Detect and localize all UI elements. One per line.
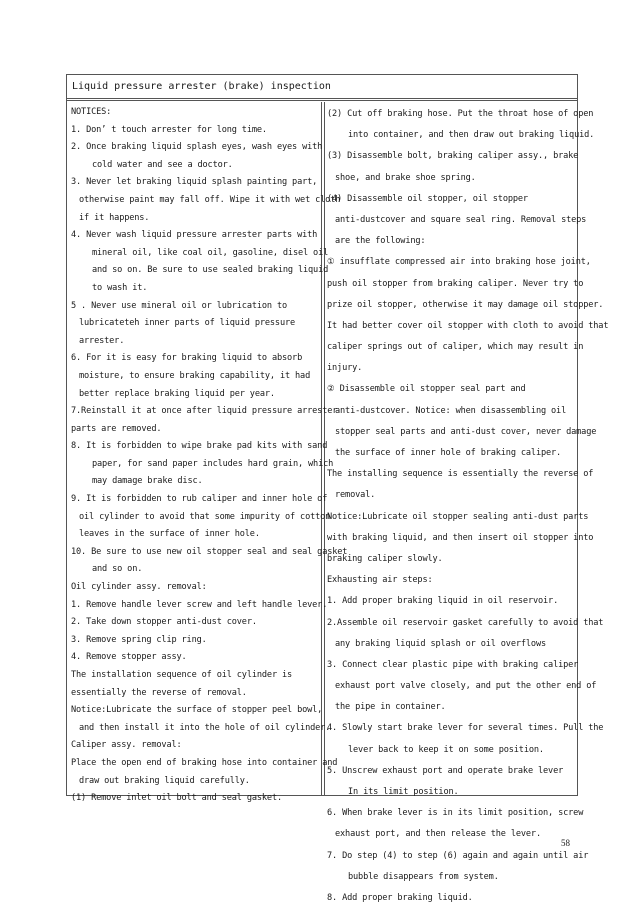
- text-line: with braking liquid, and then insert oil stopper into: [327, 532, 594, 543]
- text-line: bubble disappears from system.: [348, 871, 499, 882]
- text-line: into container, and then draw out braking liquid.: [348, 130, 595, 141]
- text-line: draw out braking liquid carefully.: [79, 775, 250, 786]
- text-line: The installing sequence is essentially the reverse of: [327, 469, 594, 480]
- text-line: removal.: [335, 490, 376, 501]
- text-line: 7.Reinstall it at once after liquid pressure arrester: [71, 406, 338, 417]
- text-line: lubricateteh inner parts of liquid pressure: [79, 318, 296, 329]
- text-line: Exhausting air steps:: [327, 575, 433, 586]
- text-line: leaves in the surface of inner hole.: [79, 529, 260, 540]
- text-line: ① insufflate compressed air into braking hose joint,: [327, 257, 591, 268]
- text-line: 5 . Never use mineral oil or lubrication to: [71, 300, 288, 311]
- text-line: 4. Slowly start brake lever for several times. Pull the: [327, 723, 604, 734]
- text-line: 5. Unscrew exhaust port and operate brake lever: [327, 765, 564, 776]
- text-line: 4. Never wash liquid pressure arrester parts with: [71, 230, 318, 241]
- text-line: 8. Add proper braking liquid.: [327, 892, 473, 903]
- text-line: paper, for sand paper includes hard grain, which: [92, 458, 334, 469]
- text-line: injury.: [327, 363, 363, 374]
- text-line: 1. Remove handle lever screw and left handle lever.: [71, 599, 328, 610]
- text-line: oil cylinder to avoid that some impurity of cotton: [79, 511, 331, 522]
- text-line: may damage brake disc.: [92, 476, 203, 487]
- text-line: shoe, and brake shoe spring.: [335, 172, 476, 183]
- text-line: (4) Disassemble oil stopper, oil stopper: [327, 193, 528, 204]
- text-line: and so on. Be sure to use sealed braking liquid: [92, 265, 329, 276]
- right-column: [327, 104, 609, 909]
- text-line: (2) Cut off braking hose. Put the throat hose of open: [327, 109, 594, 119]
- text-line: 6. For it is easy for braking liquid to absorb: [71, 353, 303, 364]
- text-line: Notice:Lubricate the surface of stopper peel bowl,: [71, 705, 323, 716]
- text-line: anti-dustcover and square seal ring. Removal steps: [335, 214, 587, 225]
- text-line: 10. Be sure to use new oil stopper seal and seal gasket: [71, 546, 348, 557]
- text-line: It had better cover oil stopper with cloth to avoid that: [327, 320, 609, 331]
- section-title: Liquid pressure arrester (brake) inspection: [67, 75, 577, 99]
- text-line: 7. Do step (4) to step (6) again and again until air: [327, 850, 589, 861]
- text-line: better replace braking liquid per year.: [79, 388, 275, 399]
- text-line: anti-dustcover. Notice: when disassembling oil: [335, 405, 567, 416]
- text-line: 4. Remove stopper assy.: [71, 652, 187, 663]
- text-line: 1. Don’ t touch arrester for long time.: [71, 124, 267, 135]
- text-line: prize oil stopper, otherwise it may damage oil stopper.: [327, 299, 604, 310]
- text-line: to wash it.: [92, 282, 148, 293]
- text-line: moisture, to ensure braking capability, it had: [79, 370, 311, 381]
- text-line: lever back to keep it on some position.: [348, 744, 544, 755]
- page-number: 58: [561, 838, 570, 848]
- text-line: ② Disassemble oil stopper seal part and: [327, 384, 526, 395]
- text-line: Oil cylinder assy. removal:: [71, 582, 207, 593]
- text-line: exhaust port valve closely, and put the other end of: [335, 681, 597, 692]
- text-line: mineral oil, like coal oil, gasoline, disel oil: [92, 247, 329, 258]
- text-line: In its limit position.: [348, 787, 459, 797]
- text-line: Notice:Lubricate oil stopper sealing anti-dust parts: [327, 511, 589, 522]
- header-divider: [67, 100, 577, 101]
- text-line: 1. Add proper braking liquid in oil reservoir.: [327, 596, 559, 607]
- text-line: 3. Connect clear plastic pipe with braking caliper: [327, 659, 579, 670]
- text-line: 6. When brake lever is in its limit position, screw: [327, 808, 584, 819]
- text-line: arrester.: [79, 335, 125, 346]
- text-line: stopper seal parts and anti-dust cover, never damage: [335, 426, 597, 437]
- text-line: 2.Assemble oil reservoir gasket carefully to avoid that: [327, 617, 604, 628]
- text-line: and then install it into the hole of oil cylinder.: [79, 722, 331, 733]
- text-line: essentially the reverse of removal.: [71, 687, 247, 698]
- text-line: 3. Never let braking liquid splash painting part,: [71, 177, 318, 188]
- text-line: 8. It is forbidden to wipe brake pad kits with sand: [71, 441, 328, 452]
- text-line: push oil stopper from braking caliper. Never try to: [327, 278, 584, 289]
- text-line: 9. It is forbidden to rub caliper and inner hole of: [71, 494, 328, 505]
- text-line: are the following:: [335, 236, 426, 247]
- text-line: 2. Once braking liquid splash eyes, wash eyes with: [71, 142, 323, 153]
- text-line: Place the open end of braking hose into container and: [71, 757, 338, 768]
- text-line: (3) Disassemble bolt, braking caliper assy., brake: [327, 151, 579, 162]
- text-line: parts are removed.: [71, 423, 162, 434]
- text-line: NOTICES:: [71, 107, 112, 117]
- text-line: and so on.: [92, 564, 143, 575]
- text-line: 3. Remove spring clip ring.: [71, 634, 207, 645]
- text-line: caliper springs out of caliper, which may result in: [327, 342, 584, 353]
- text-line: Caliper assy. removal:: [71, 740, 182, 751]
- text-line: (1) Remove inlet oil bolt and seal gasket.: [71, 793, 283, 804]
- text-line: the pipe in container.: [335, 702, 446, 713]
- text-line: the surface of inner hole of braking caliper.: [335, 448, 562, 458]
- text-line: if it happens.: [79, 212, 150, 223]
- text-line: The installation sequence of oil cylinder is: [71, 670, 293, 680]
- text-line: any braking liquid splash or oil overflows: [335, 638, 547, 649]
- text-line: 2. Take down stopper anti-dust cover.: [71, 617, 257, 628]
- text-line: exhaust port, and then release the lever.: [335, 829, 541, 840]
- text-line: braking caliper slowly.: [327, 553, 443, 564]
- text-line: otherwise paint may fall off. Wipe it with wet cloth: [79, 194, 341, 205]
- text-line: cold water and see a doctor.: [92, 159, 233, 170]
